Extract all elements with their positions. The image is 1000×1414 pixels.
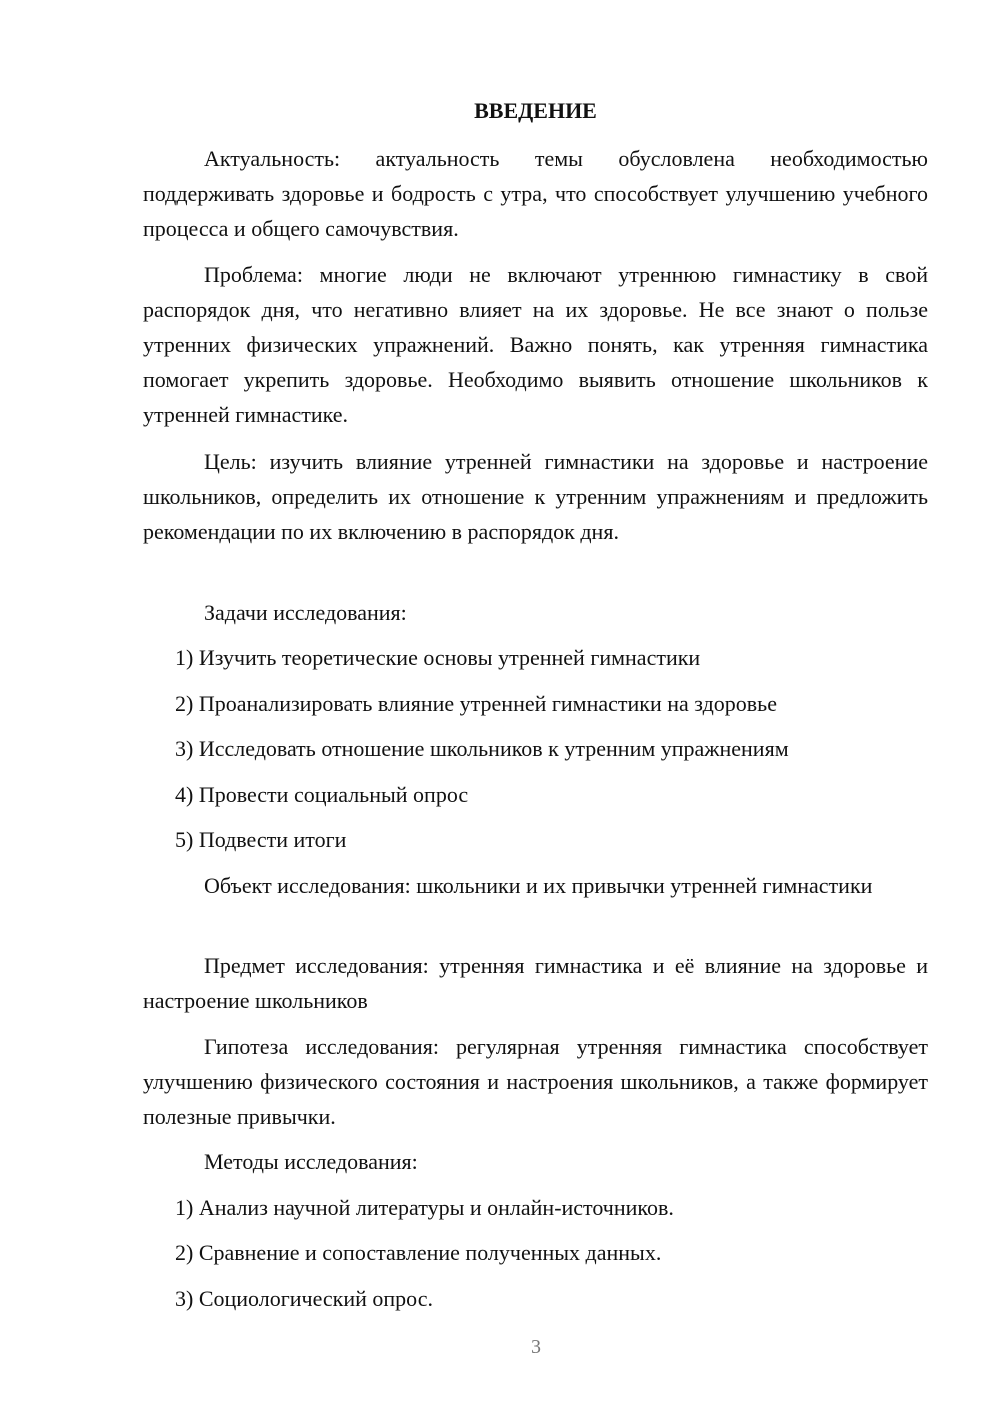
page-number: 3	[531, 1336, 541, 1358]
page-title: ВВЕДЕНИЕ	[474, 98, 597, 123]
task-item: 1) Изучить теоретические основы утренней гимнастики	[175, 645, 701, 670]
methods-heading: Методы исследования:	[204, 1149, 418, 1174]
task-item: 2) Проанализировать влияние утренней гимнастики на здоровье	[175, 691, 777, 716]
tasks-heading: Задачи исследования:	[204, 600, 407, 625]
method-item: 1) Анализ научной литературы и онлайн-источников.	[175, 1195, 674, 1220]
goal-paragraph: Цель: изучить влияние утренней гимнастики на здоровье и настроение школьников, определить их отношение к утренним упражнениям и предложить рекомендации по их включению в распорядок дня.	[143, 449, 928, 544]
object-paragraph: Объект исследования: школьники и их привычки утренней гимнастики	[204, 873, 873, 898]
hypothesis-paragraph: Гипотеза исследования: регулярная утренняя гимнастика способствует улучшению физического состояния и настроения школьников, а также формирует полезные привычки.	[143, 1034, 928, 1129]
relevance-paragraph: Актуальность: актуальность темы обусловлена необходимостью поддерживать здоровье и бодрость с утра, что способствует улучшению учебного процесса и общего самочувствия.	[143, 146, 928, 241]
task-item: 4) Провести социальный опрос	[175, 782, 469, 807]
subject-paragraph: Предмет исследования: утренняя гимнастика и её влияние на здоровье и настроение школьников	[143, 953, 928, 1013]
task-item: 5) Подвести итоги	[175, 827, 347, 852]
problem-paragraph: Проблема: многие люди не включают утреннюю гимнастику в свой распорядок дня, что негативно влияет на их здоровье. Не все знают о пользе утренних физических упражнений. Важно понять, как утренняя гимнастика помогает укрепить здоровье. Необходимо выявить отношение школьников к утренней гимнастике.	[143, 262, 928, 427]
task-item: 3) Исследовать отношение школьников к утренним упражнениям	[175, 736, 789, 761]
method-item: 3) Социологический опрос.	[175, 1286, 433, 1311]
method-item: 2) Сравнение и сопоставление полученных данных.	[175, 1240, 662, 1265]
